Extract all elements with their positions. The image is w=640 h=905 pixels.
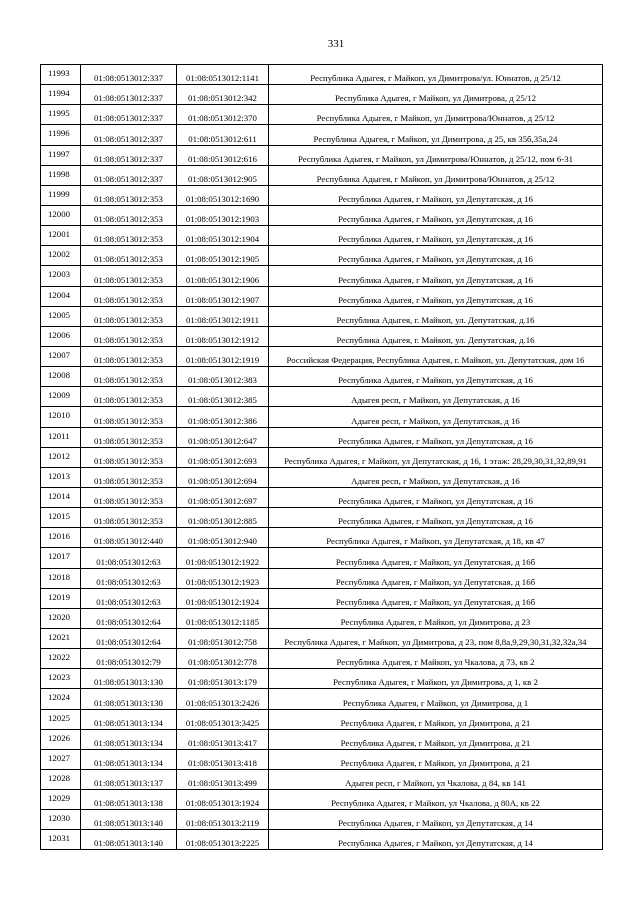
cadastral-block-cell: 01:08:0513012:337 [81,125,177,145]
row-number-cell: 12023 [41,669,81,689]
address-cell: Республика Адыгея, г. Майкоп, ул. Депутатская, д.16 [269,326,603,346]
cadastral-block-cell: 01:08:0513012:63 [81,548,177,568]
cadastral-block-cell: 01:08:0513012:353 [81,246,177,266]
row-number-cell: 12022 [41,649,81,669]
cadastral-block-cell: 01:08:0513012:64 [81,608,177,628]
cadastral-block-cell: 01:08:0513013:140 [81,810,177,830]
cadastral-registry-table [40,64,603,850]
cadastral-number-cell: 01:08:0513012:611 [177,125,269,145]
cadastral-number-cell: 01:08:0513012:1906 [177,266,269,286]
address-cell: Адыгея респ, г Майкоп, ул Депутатская, д 16 [269,407,603,427]
table-row [41,205,603,225]
address-cell: Республика Адыгея, г Майкоп, ул Чкалова, д 73, кв 2 [269,649,603,669]
table-row [41,125,603,145]
cadastral-number-cell: 01:08:0513012:1924 [177,588,269,608]
cadastral-number-cell: 01:08:0513013:2426 [177,689,269,709]
cadastral-number-cell: 01:08:0513013:1924 [177,790,269,810]
address-cell: Республика Адыгея, г Майкоп, ул Депутатская, д 16 [269,367,603,387]
row-number-cell: 12002 [41,246,81,266]
cadastral-block-cell: 01:08:0513012:337 [81,85,177,105]
table-row [41,266,603,286]
cadastral-number-cell: 01:08:0513012:885 [177,508,269,528]
address-cell: Республика Адыгея, г Майкоп, ул Депутатская, д 16 [269,427,603,447]
cadastral-block-cell: 01:08:0513012:64 [81,628,177,648]
row-number-cell: 12009 [41,387,81,407]
row-number-cell: 12021 [41,628,81,648]
table-row [41,226,603,246]
cadastral-number-cell: 01:08:0513012:940 [177,528,269,548]
cadastral-block-cell: 01:08:0513012:337 [81,65,177,85]
table-row [41,568,603,588]
row-number-cell: 12004 [41,286,81,306]
row-number-cell: 12025 [41,709,81,729]
row-number-cell: 11994 [41,85,81,105]
row-number-cell: 12027 [41,749,81,769]
cadastral-block-cell: 01:08:0513012:353 [81,286,177,306]
table-row [41,185,603,205]
cadastral-number-cell: 01:08:0513012:1904 [177,226,269,246]
cadastral-block-cell: 01:08:0513013:134 [81,729,177,749]
table-row [41,165,603,185]
table-row [41,508,603,528]
row-number-cell: 11997 [41,145,81,165]
row-number-cell: 12005 [41,306,81,326]
cadastral-number-cell: 01:08:0513013:417 [177,729,269,749]
cadastral-number-cell: 01:08:0513012:1905 [177,246,269,266]
address-cell: Республика Адыгея, г Майкоп, ул Депутатская, д 14 [269,830,603,850]
table-row [41,447,603,467]
address-cell: Республика Адыгея, г Майкоп, ул Депутатская, д 16б [269,548,603,568]
cadastral-block-cell: 01:08:0513012:353 [81,387,177,407]
table-row [41,427,603,447]
cadastral-block-cell: 01:08:0513012:353 [81,487,177,507]
cadastral-block-cell: 01:08:0513012:353 [81,185,177,205]
cadastral-block-cell: 01:08:0513012:353 [81,226,177,246]
address-cell: Республика Адыгея, г Майкоп, ул Депутатская, д 16 [269,205,603,225]
table-row [41,467,603,487]
row-number-cell: 12029 [41,790,81,810]
cadastral-number-cell: 01:08:0513012:616 [177,145,269,165]
cadastral-block-cell: 01:08:0513012:79 [81,649,177,669]
address-cell: Республика Адыгея, г Майкоп, ул Чкалова, д 80А, кв 22 [269,790,603,810]
cadastral-block-cell: 01:08:0513012:353 [81,508,177,528]
address-cell: Адыгея респ, г Майкоп, ул Депутатская, д 16 [269,467,603,487]
address-cell: Республика Адыгея, г Майкоп, ул Димитрова, д 23, пом 8,8а,9,29,30,31,32,32а,34 [269,628,603,648]
cadastral-block-cell: 01:08:0513012:353 [81,326,177,346]
address-cell: Республика Адыгея, г Майкоп, ул Димитрова, д 25, кв 35б,35а,24 [269,125,603,145]
cadastral-number-cell: 01:08:0513012:1919 [177,346,269,366]
cadastral-number-cell: 01:08:0513012:693 [177,447,269,467]
cadastral-block-cell: 01:08:0513013:134 [81,749,177,769]
table-row [41,326,603,346]
cadastral-number-cell: 01:08:0513012:758 [177,628,269,648]
row-number-cell: 12012 [41,447,81,467]
cadastral-block-cell: 01:08:0513012:353 [81,346,177,366]
cadastral-block-cell: 01:08:0513012:353 [81,266,177,286]
row-number-cell: 12024 [41,689,81,709]
cadastral-block-cell: 01:08:0513012:353 [81,427,177,447]
table-row [41,387,603,407]
address-cell: Адыгея респ, г Майкоп, ул Чкалова, д 84, кв 141 [269,769,603,789]
cadastral-block-cell: 01:08:0513012:353 [81,467,177,487]
address-cell: Российская Федерация, Республика Адыгея, г. Майкоп, ул. Депутатская, дом 16 [269,346,603,366]
table-row [41,105,603,125]
table-row [41,246,603,266]
cadastral-number-cell: 01:08:0513012:342 [177,85,269,105]
table-row [41,286,603,306]
cadastral-block-cell: 01:08:0513012:337 [81,165,177,185]
address-cell: Республика Адыгея, г Майкоп, ул Димитрова/ул. Юннатов, д 25/12 [269,65,603,85]
address-cell: Республика Адыгея, г Майкоп, ул Депутатская, д 14 [269,810,603,830]
table-row [41,306,603,326]
row-number-cell: 12031 [41,830,81,850]
table-row [41,367,603,387]
table-row [41,649,603,669]
row-number-cell: 12020 [41,608,81,628]
row-number-cell: 11993 [41,65,81,85]
row-number-cell: 12016 [41,528,81,548]
cadastral-number-cell: 01:08:0513012:1911 [177,306,269,326]
address-cell: Республика Адыгея, г Майкоп, ул Димитрова, д 25/12 [269,85,603,105]
cadastral-number-cell: 01:08:0513012:383 [177,367,269,387]
cadastral-block-cell: 01:08:0513012:353 [81,447,177,467]
cadastral-number-cell: 01:08:0513012:778 [177,649,269,669]
cadastral-number-cell: 01:08:0513012:1922 [177,548,269,568]
cadastral-number-cell: 01:08:0513012:1141 [177,65,269,85]
cadastral-number-cell: 01:08:0513012:385 [177,387,269,407]
table-row [41,810,603,830]
cadastral-number-cell: 01:08:0513012:1923 [177,568,269,588]
cadastral-number-cell: 01:08:0513012:694 [177,467,269,487]
row-number-cell: 12015 [41,508,81,528]
cadastral-block-cell: 01:08:0513013:138 [81,790,177,810]
row-number-cell: 12011 [41,427,81,447]
address-cell: Республика Адыгея, г Майкоп, ул Димитрова, д 1, кв 2 [269,669,603,689]
address-cell: Республика Адыгея, г Майкоп, ул Димитрова, д 23 [269,608,603,628]
cadastral-block-cell: 01:08:0513012:353 [81,367,177,387]
cadastral-number-cell: 01:08:0513012:905 [177,165,269,185]
row-number-cell: 12030 [41,810,81,830]
cadastral-block-cell: 01:08:0513012:353 [81,407,177,427]
cadastral-number-cell: 01:08:0513012:386 [177,407,269,427]
table-row [41,346,603,366]
address-cell: Республика Адыгея, г Майкоп, ул Депутатская, д 16 [269,487,603,507]
table-row [41,65,603,85]
cadastral-block-cell: 01:08:0513012:337 [81,145,177,165]
table-row [41,689,603,709]
row-number-cell: 11996 [41,125,81,145]
page-number: 331 [327,38,345,50]
cadastral-number-cell: 01:08:0513012:1185 [177,608,269,628]
address-cell: Республика Адыгея, г Майкоп, ул Димитрова, д 21 [269,709,603,729]
table-row [41,487,603,507]
cadastral-block-cell: 01:08:0513013:137 [81,769,177,789]
row-number-cell: 12003 [41,266,81,286]
table-row [41,830,603,850]
row-number-cell: 12017 [41,548,81,568]
address-cell: Республика Адыгея, г Майкоп, ул Депутатская, д 16 [269,246,603,266]
row-number-cell: 12014 [41,487,81,507]
row-number-cell: 12001 [41,226,81,246]
cadastral-block-cell: 01:08:0513012:353 [81,205,177,225]
cadastral-block-cell: 01:08:0513012:440 [81,528,177,548]
cadastral-block-cell: 01:08:0513012:63 [81,588,177,608]
row-number-cell: 12028 [41,769,81,789]
address-cell: Республика Адыгея, г Майкоп, ул Депутатская, д 16 [269,185,603,205]
table-row [41,407,603,427]
cadastral-number-cell: 01:08:0513012:1912 [177,326,269,346]
address-cell: Адыгея респ, г Майкоп, ул Депутатская, д 16 [269,387,603,407]
table-row [41,588,603,608]
address-cell: Республика Адыгея, г Майкоп, ул Димитрова, д 1 [269,689,603,709]
row-number-cell: 11999 [41,185,81,205]
row-number-cell: 12013 [41,467,81,487]
cadastral-number-cell: 01:08:0513013:2119 [177,810,269,830]
table-row [41,769,603,789]
cadastral-number-cell: 01:08:0513013:179 [177,669,269,689]
cadastral-number-cell: 01:08:0513012:697 [177,487,269,507]
cadastral-number-cell: 01:08:0513013:418 [177,749,269,769]
table-row [41,145,603,165]
cadastral-number-cell: 01:08:0513012:1903 [177,205,269,225]
cadastral-block-cell: 01:08:0513012:337 [81,105,177,125]
table-row [41,749,603,769]
cadastral-number-cell: 01:08:0513012:647 [177,427,269,447]
address-cell: Республика Адыгея, г Майкоп, ул Димитрова/Юннатов, д 25/12 [269,165,603,185]
address-cell: Республика Адыгея, г Майкоп, ул Депутатская, д 16, 1 этаж: 28,29,30,31,32,89,91 [269,447,603,467]
cadastral-number-cell: 01:08:0513013:499 [177,769,269,789]
row-number-cell: 11995 [41,105,81,125]
row-number-cell: 12018 [41,568,81,588]
table-row [41,548,603,568]
cadastral-number-cell: 01:08:0513013:3425 [177,709,269,729]
row-number-cell: 11998 [41,165,81,185]
table-row [41,729,603,749]
table-row [41,608,603,628]
cadastral-block-cell: 01:08:0513013:130 [81,689,177,709]
address-cell: Республика Адыгея, г Майкоп, ул Димитрова, д 21 [269,749,603,769]
address-cell: Республика Адыгея, г Майкоп, ул Депутатская, д 18, кв 47 [269,528,603,548]
cadastral-number-cell: 01:08:0513012:370 [177,105,269,125]
cadastral-number-cell: 01:08:0513012:1690 [177,185,269,205]
table-row [41,709,603,729]
address-cell: Республика Адыгея, г Майкоп, ул Димитрова, д 21 [269,729,603,749]
table-row [41,628,603,648]
address-cell: Республика Адыгея, г Майкоп, ул Депутатская, д 16 [269,508,603,528]
row-number-cell: 12026 [41,729,81,749]
table-row [41,528,603,548]
table-body [41,65,603,850]
address-cell: Республика Адыгея, г Майкоп, ул Депутатская, д 16 [269,226,603,246]
row-number-cell: 12006 [41,326,81,346]
row-number-cell: 12000 [41,205,81,225]
address-cell: Республика Адыгея, г. Майкоп, ул. Депутатская, д.16 [269,306,603,326]
address-cell: Республика Адыгея, г Майкоп, ул Димитрова/Юннатов, д 25/12 [269,105,603,125]
row-number-cell: 12007 [41,346,81,366]
address-cell: Республика Адыгея, г Майкоп, ул Депутатская, д 16 [269,266,603,286]
cadastral-block-cell: 01:08:0513012:63 [81,568,177,588]
cadastral-block-cell: 01:08:0513012:353 [81,306,177,326]
address-cell: Республика Адыгея, г Майкоп, ул Депутатская, д 16б [269,588,603,608]
table-row [41,669,603,689]
row-number-cell: 12010 [41,407,81,427]
row-number-cell: 12008 [41,367,81,387]
table-row [41,790,603,810]
row-number-cell: 12019 [41,588,81,608]
address-cell: Республика Адыгея, г Майкоп, ул Депутатская, д 16 [269,286,603,306]
cadastral-number-cell: 01:08:0513013:2225 [177,830,269,850]
cadastral-block-cell: 01:08:0513013:130 [81,669,177,689]
address-cell: Республика Адыгея, г Майкоп, ул Димитрова/Юннатов, д 25/12, пом 6-31 [269,145,603,165]
address-cell: Республика Адыгея, г Майкоп, ул Депутатская, д 16б [269,568,603,588]
cadastral-block-cell: 01:08:0513013:140 [81,830,177,850]
cadastral-block-cell: 01:08:0513013:134 [81,709,177,729]
table-row [41,85,603,105]
cadastral-number-cell: 01:08:0513012:1907 [177,286,269,306]
